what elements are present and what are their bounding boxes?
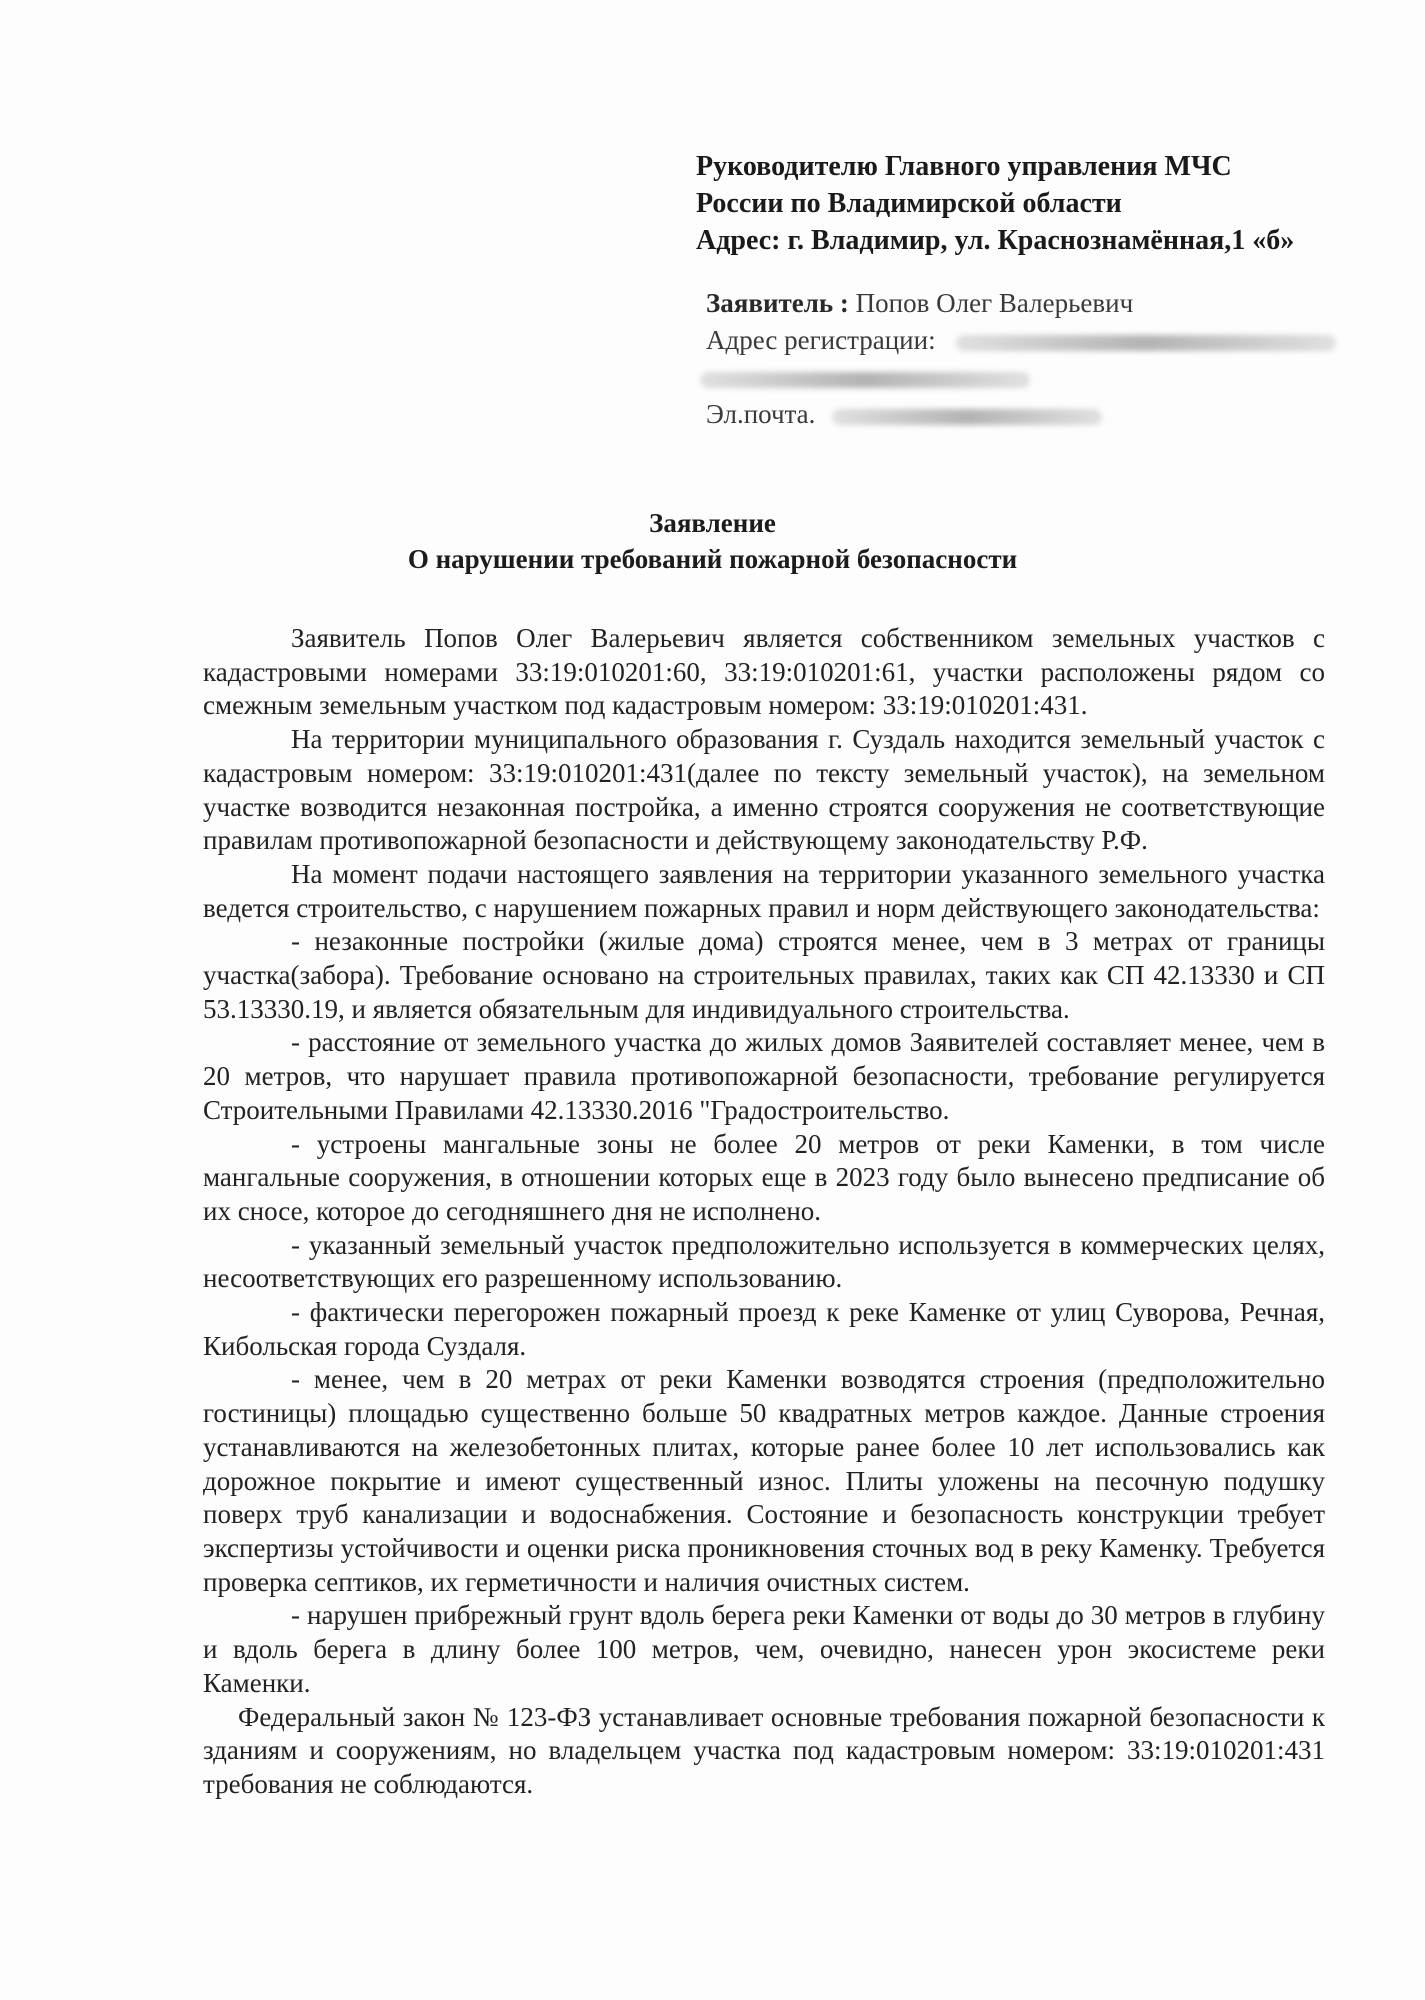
title-line-2: О нарушении требований пожарной безопасности [407, 544, 1018, 574]
addressee-line-2: России по Владимирской области [696, 188, 1122, 219]
addressee-block [696, 148, 1376, 259]
addressee-line-3: Адрес: г. Владимир, ул. Краснознамённая,1 «б» [696, 225, 1295, 256]
list-item: - менее, чем в 20 метрах от реки Каменки возводятся строения (предположительно гостиницы) площадью существенно больше 50 квадратных метров каждое. Данные строения устанавливаются на железобетонных плитах, которые ранее более 10 лет использовались как дорожное покрытие и имеют существенный износ. Плиты уложены на песочную подушку поверх труб канализации и водоснабжения. Состояние и безопасность конструкции требует экспертизы устойчивости и оценки риска проникновения сточных вод в реку Каменку. Требуется проверка септиков, их герметичности и наличия очистных систем. [203, 1364, 1325, 1597]
list-item: - незаконные постройки (жилые дома) строятся менее, чем в 3 метрах от границы участка(забора). Требование основано на строительных правилах, таких как СП 42.13330 и СП 53.13330.19, и является обязательным для индивидуального строительства. [203, 926, 1325, 1024]
title-line-1: Заявление [649, 508, 776, 538]
list-item: - фактически перегорожен пожарный проезд к реке Каменке от улиц Суворова, Речная, Кибольская города Суздаля. [203, 1297, 1325, 1361]
redacted-address-continued [700, 372, 1030, 388]
paragraph-construction: На момент подачи настоящего заявления на территории указанного земельного участка ведется строительство, с нарушением пожарных правил и норм действующего законодательства: [203, 858, 1325, 923]
applicant-block [706, 285, 1356, 433]
applicant-name-row [706, 285, 1356, 322]
email-row [706, 396, 1356, 433]
list-item: - указанный земельный участок предположительно используется в коммерческих целях, несоответствующих его разрешенному использованию. [203, 1229, 1325, 1294]
list-item: - нарушен прибрежный грунт вдоль берега реки Каменки от воды до 30 метров в глубину и вдоль берега в длину более 100 метров, чем, очевидно, нанесен урон экосистеме реки Каменки. [203, 1600, 1325, 1698]
applicant-label: Заявитель : [706, 288, 849, 318]
document-body [203, 622, 1325, 1802]
address-label: Адрес регистрации: [706, 325, 936, 355]
email-label: Эл.почта. [706, 399, 816, 429]
paragraph-federal-law: Федеральный закон № 123-ФЗ устанавливает основные требования пожарной безопасности к зданиям и сооружениям, но владельцем участка под кадастровым номером: 33:19:010201:431 требования не соблюдаются. [203, 1701, 1325, 1799]
redacted-address [956, 335, 1336, 351]
paragraph-territory: На территории муниципального образования г. Суздаль находится земельный участок с кадастровым номером: 33:19:010201:431(далее по тексту земельный участок), на земельном участке возводится незаконная постройка, а именно строятся сооружения не соответствующие правилам противопожарной безопасности и действующему законодательству Р.Ф. [203, 724, 1325, 856]
applicant-name: Попов Олег Валерьевич [855, 288, 1134, 318]
address-row [706, 322, 1356, 359]
list-item: - устроены мангальные зоны не более 20 метров от реки Каменки, в том числе мангальные сооружения, в отношении которых еще в 2023 году было вынесено предписание об их сносе, которое до сегодняшнего дня не исполнено. [203, 1128, 1325, 1226]
redacted-email [832, 409, 1102, 425]
paragraph-owner: Заявитель Попов Олег Валерьевич является собственником земельных участков с кадастровыми номерами 33:19:010201:60, 33:19:010201:61, участки расположены рядом со смежным земельным участком под кадастровым номером: 33:19:010201:431. [203, 623, 1325, 721]
list-item: - расстояние от земельного участка до жилых домов Заявителей составляет менее, чем в 20 метров, что нарушает правила противопожарной безопасности, требование регулируется Строительными Правилами 42.13330.2016 "Градостроительство. [203, 1027, 1325, 1125]
document-title [0, 505, 1425, 577]
address-continuation-row [706, 359, 1356, 396]
addressee-line-1: Руководителю Главного управления МЧС [696, 151, 1232, 182]
